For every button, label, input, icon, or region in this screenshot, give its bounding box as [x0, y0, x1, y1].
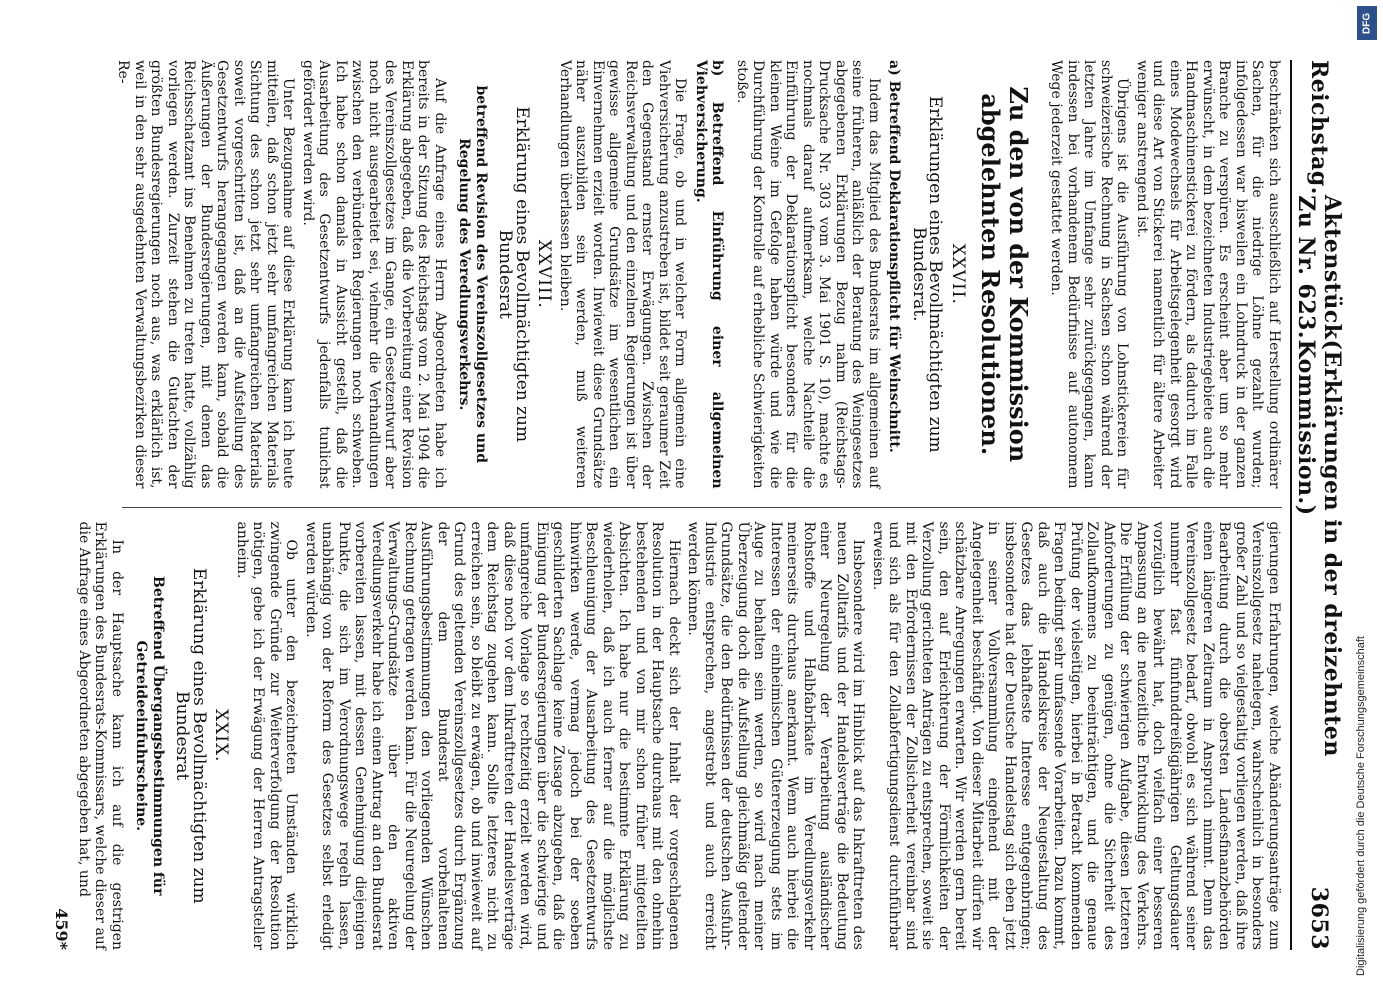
dfg-logo: DFG: [1357, 6, 1377, 40]
paragraph: Indem das Mitglied des Bundesrats im allgemeinen auf seine früheren, anläßlich der Beratung des Weingesetzes abgegebenen Erklärungen Bezug nahm (Reichstags-Drucksache Nr. 303 vom 3. Mai 1901 S. 10), machte es nochmals darauf aufmerksam, welche Nachteile die Einführung der Deklarationspflicht besonders für die kleinen Weine im Gefolge haben würde und wie die Durchführung der Kontrolle auf erhebliche Schwierigkeiten stoße.: [734, 60, 882, 489]
header-page-number: 3653: [1306, 886, 1332, 950]
subheading: b) Betreffend Einführung einer allgemeinen Viehversicherung.: [693, 60, 726, 489]
paragraph: Auf die Anfrage eines Herrn Abgeordneten habe ich bereits in der Sitzung des Reichstags vom 2. Mai 1904 die Erklärung abgegeben, daß die Vorbereitung einer Revision des Vereinszollgesetzes im Gange, ein Gesetzentwurf aber noch nicht ausgearbeitet sei, vielmehr die Verhandlungen zwischen den verbündeten Regierungen noch schweben. Ich habe schon damals in Aussicht gestellt, daß die Ausarbeitung des Gesetzentwurfs jedenfalls tunlichst gefördert werden wird.: [300, 60, 448, 489]
paragraph: Insbesondere wird im Hinblick auf das Inkrafttreten des neuen Zolltarifs und der Handelsverträge die Bedeutung einer Neuregelung der Verarbeitung ausländischer Rohstoffe und Halbfabrikate im Veredlungsverkehr meinerseits durchaus anerkannt. Wenn auch hierbei die Interessen der einheimischen Gütererzeugung stets im Auge zu behalten sein werden, so wird nach meiner Überzeugung doch die Aufstellung gleichmäßig geltender Grundsätze, die den Bedürfnissen der deutschen Ausfuhr-Industrie entsprechen, angestrebt und auch erreicht werden können.: [685, 521, 867, 950]
subheading: betreffend Revision des Vereinszollgesetzes und Regelung des Veredlungsverkehrs.: [456, 85, 489, 463]
paragraph: beschränken sich ausschließlich auf Herstellung ordinärer Sachen, für die niedrige Löhne gezahlt wurden; infolgedessen war bisweilen ein Lohndruck in der ganzen Branche zu verspüren. Es erscheint aber um so mehr erwünscht, in dem bezeichneten Industriegebiete auch die Handmaschinenstickerei zu fördern, als dadurch im Falle eines Modewechsels für Arbeitsgelegenheit gesorgt wird und diese Art von Stickerei namentlich für ältere Arbeiter weniger anstrengend ist.: [1134, 60, 1282, 489]
paragraph: In der Hauptsache kann ich auf die gestrigen Erklärungen des Bundesrats-Kommissars, welche dieser auf die Anfrage eines Abgeordneten abgegeben hat, und: [76, 521, 125, 950]
declaration-heading: Erklärungen eines Bevollmächtigten zum Bundesrat.: [909, 95, 946, 453]
header-center: Aktenstück Zu Nr. 623.: [1293, 194, 1345, 340]
paragraph: Übrigens ist die Ausführung von Lohnstickereien für schweizerische Rechnung in Sachsen schon während der letzten Jahre im Umfange sehr zurückgegangen, kann indessen bei vorhandenem Bedürfnisse auf autonomem Wege jederzeit gestattet werden.: [1048, 60, 1131, 489]
subheading: Betreffend Übergangsbestimmungen für Getreideeinfuhrscheine.: [133, 576, 166, 896]
paragraph: gierungen Erfahrungen, welche Abänderungsanträge zum Vereinszollgesetz nahelegen, wahrscheinlich in besonders großer Zahl und so vielgestaltig vorliegen werden, daß ihre Bearbeitung durch die obersten Landesfinanzbehörden einen längeren Zeitraum in Anspruch nimmt. Denn das Vereinszollgesetz bedarf, obwohl es sich während seiner nunmehr fast fünfunddreißigjährigen Geltungsdauer vorzüglich bewährt hat, doch vielfach einer besseren Anpassung an die neuzeitliche Entwicklung des Verkehrs. Die Erfüllung der schwierigen Aufgabe, diesen letzteren Anforderungen zu genügen, ohne die Sicherheit des Zollaufkommens zu beeinträchtigen, und die genaue Prüfung der vielseitigen, hierbei in Betracht kommenden Fragen bedingt sehr umfassende Vorarbeiten. Dazu kommt, daß auch die Handelskreise der Neugestaltung des Gesetzes das lebhafteste Interesse entgegenbringen; insbesondere hat der Deutsche Handelstag sich eben jetzt in seiner Vollversammlung eingehend mit der Angelegenheit beschäftigt. Von dieser Mitarbeit dürfen wir schätzbare Anregungen erwarten. Wir werden gern bereit sein, den auf Erleichterung der Förmlichkeiten der Verzollung gerichteten Anträgen zu entsprechen, soweit sie mit den Erfordernissen der Zollsicherheit vereinbar sind und sich als für den Zollabfertigungsdienst durchführbar erweisen.: [870, 521, 1282, 950]
section-title: Zu den von der Kommission abgelehnten Resolutionen.: [976, 86, 1033, 463]
text-column-right: [52, 507, 1282, 951]
sheet-number: 459*: [52, 908, 72, 950]
page-header: [1294, 60, 1344, 950]
paragraph: Die Frage, ob und in welcher Form allgemein eine Viehversicherung anzustreben ist, bildet seit geraumer Zeit den Gegenstand ernster Erwägungen. Zwischen der Reichsverwaltung und den einzelnen Regierungen ist über gewisse allgemeine Grundsätze im wesentlichen ein Einvernehmen erzielt worden. Inwieweit diese Grundsätze näher auszubilden sein werden, muß weiteren Verhandlungen überlassen bleiben.: [557, 60, 689, 489]
header-rule: [1290, 60, 1292, 950]
text-column-left: [115, 60, 1282, 489]
header-left: Reichstag.: [1306, 60, 1332, 195]
subheading: a) Betreffend Deklarationspflicht für Weinschnitt.: [886, 60, 903, 453]
scanned-document-page: [52, 30, 1345, 980]
paragraph: Hiernach deckt sich der Inhalt der vorgeschlagenen Resolution in der Hauptsache durchaus mit den ohnehin bestehenden und von mir schon früher mitgeteilten Absichten. Ich habe nur die bestimmte Erklärung zu wiederholen, daß ich auch ferner auf die möglichste Beschleunigung der Ausarbeitung des Gesetzentwurfs hinwirken werde, vermag jedoch bei der soeben geschilderten Sachlage keine Zusage abzugeben, daß die Einigung der Bundesregierungen über die schwierige und umfangreiche Vorlage so rechtzeitig erzielt werden wird, daß diese noch vor dem Inkrafttreten der Handelsverträge dem Reichstag zugehen kann. Sollte letzteres nicht zu erreichen sein, so bleibt zu erwägen, ob und inwieweit auf Grund des geltenden Vereinszollgesetzes durch Ergänzung der dem Bundesrat vorbehaltenen Ausführungsbestimmungen den vorliegenden Wünschen Rechnung getragen werden kann. Für die Neuregelung der Verwaltungs-Grundsätze über den aktiven Veredlungsverkehr habe ich einen Antrag an den Bundesrat vorbereiten lassen, mit dessen Genehmigung diejenigen Punkte, die sich im Verordnungswege regeln lassen, unabhängig von der Reform des Gesetzes selbst erledigt werden würden.: [303, 521, 682, 950]
roman-numeral-heading: XXVII.: [948, 243, 968, 305]
roman-numeral-heading: XXIX.: [211, 709, 232, 763]
roman-numeral-heading: XXVIII.: [534, 239, 555, 309]
digitization-credit: Digitalisierung gefördert durch die Deutsche Forschungsgemeinschaft: [1355, 636, 1367, 976]
paragraph: Unter Bezugnahme auf diese Erklärung kann ich heute mitteilen, daß schon jetzt sehr umfangreichen Materials Sichtung des schon jetzt sehr umfangreichen Materials soweit vorgeschritten ist, daß an die Aufstellung des Gesetzentwurfs herangegangen werden kann, sobald die Äußerungen der Bundesregierungen, mit denen das Reichsschatzamt ins Benehmen zu treten hatte, vollzählig vorliegen werden. Zurzeit stehen die Gutachten der größten Bundesregierungen noch aus, was erklärlich ist, weil in den sehr ausgedehnten Verwaltungsbezirken dieser Re-: [115, 60, 297, 489]
header-title: (Erklärungen in der dreizehnten Kommission.): [1293, 339, 1345, 757]
paragraph: Ob unter den bezeichneten Umständen wirklich zwingende Gründe zur Weiterverfolgung der Resolution nötigen, gebe ich der Erwägung der Herren Antragsteller anheim.: [234, 521, 300, 950]
declaration-heading: Erklärung eines Bevollmächtigten zum Bundesrat: [172, 567, 209, 904]
declaration-heading: Erklärung eines Bevollmächtigten zum Bundesrat: [495, 106, 532, 443]
